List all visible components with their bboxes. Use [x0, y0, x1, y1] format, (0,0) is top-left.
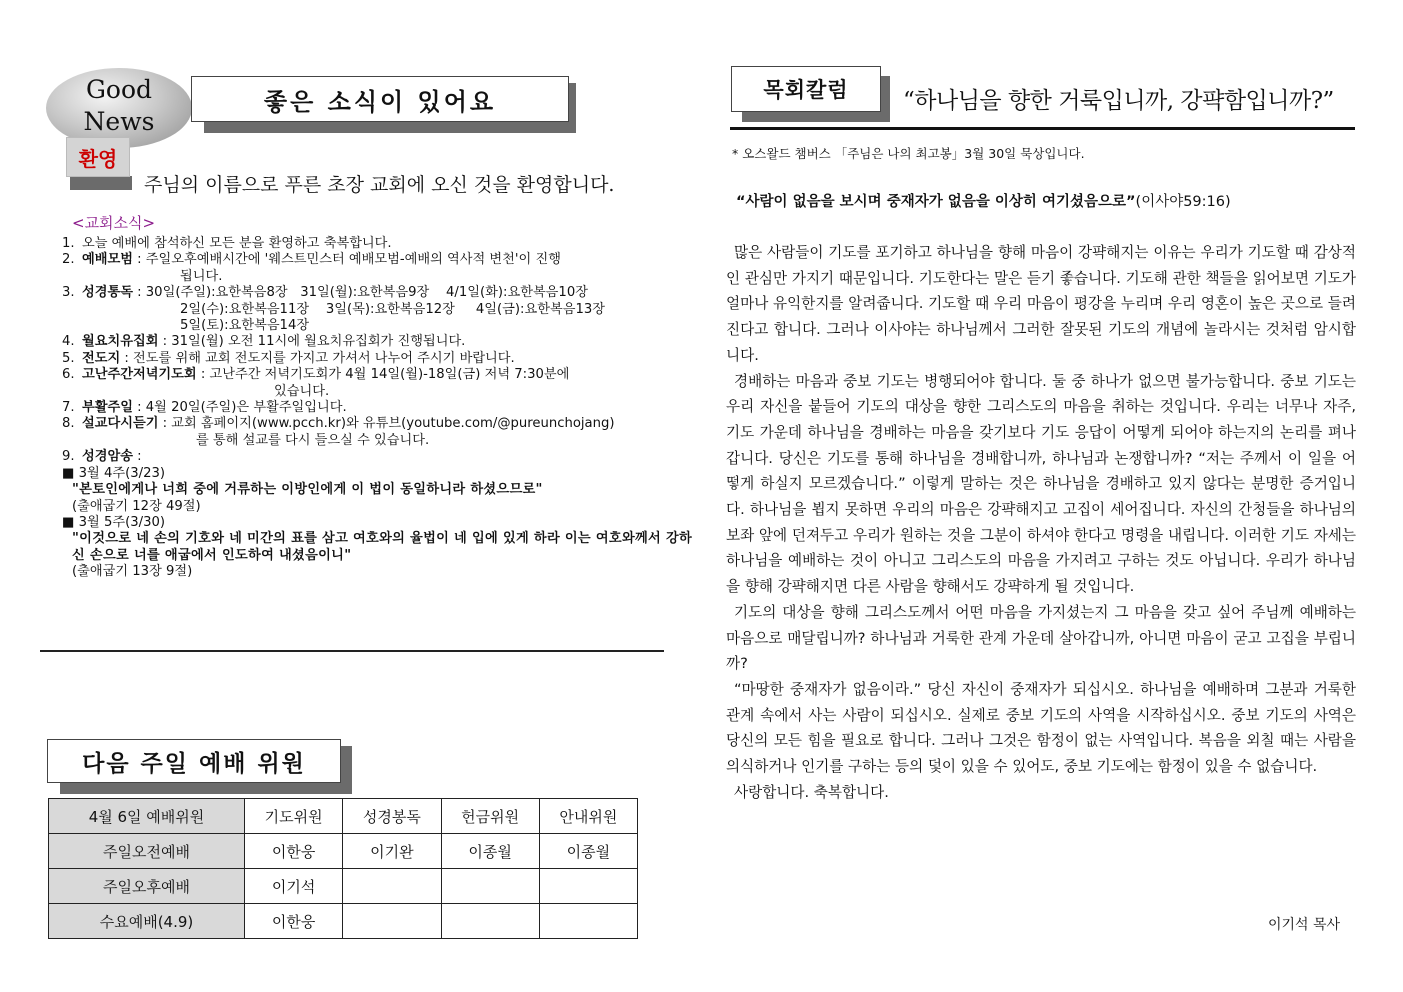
table-cell — [343, 869, 441, 904]
table-cell — [539, 869, 637, 904]
table-cell — [539, 904, 637, 939]
column-paragraph: 사랑합니다. 축복합니다. — [734, 783, 889, 801]
news-item: 7. 부활주일 : 4월 20일(주일)은 부활주일입니다. — [62, 400, 347, 416]
memory-verse-week: ■ 3월 5주(3/30) — [62, 514, 166, 530]
column-signature: 이기석 목사 — [1268, 917, 1341, 933]
table-row — [49, 904, 638, 939]
table-header-cell: 안내위원 — [539, 799, 637, 834]
table-row-label: 수요예배(4.9) — [49, 904, 245, 939]
table-row-label: 주일오전예배 — [49, 834, 245, 869]
column-quote-text: “사람이 없음을 보시며 중재자가 없음을 이상히 여기셨음으로” — [736, 194, 1136, 210]
table-header-row — [49, 799, 638, 834]
table-cell — [441, 904, 539, 939]
table-row-label: 주일오후예배 — [49, 869, 245, 904]
news-item: 6. 고난주간저녁기도회 : 고난주간 저녁기도회가 4월 14일(월)-18일(금) 저녁 7:30분에 — [62, 367, 570, 383]
table-header-cell: 4월 6일 예배위원 — [49, 799, 245, 834]
news-item-continuation: 있습니다. — [274, 383, 330, 399]
table-cell: 이한웅 — [245, 834, 343, 869]
table-cell: 이기완 — [343, 834, 441, 869]
table-cell — [441, 869, 539, 904]
good-news-title: 좋은 소식이 있어요 — [191, 76, 569, 122]
welcome-text: 주님의 이름으로 푸른 초장 교회에 오신 것을 환영합니다. — [144, 174, 615, 196]
news-item: 5. 전도지 : 전도를 위해 교회 전도지를 가지고 가셔서 나누어 주시기 바랍니다. — [62, 350, 515, 366]
next-week-title: 다음 주일 예배 위원 — [47, 739, 341, 783]
news-item: 8. 설교다시듣기 : 교회 홈페이지(www.pcch.kr)와 유튜브(youtube.com/@pureunchojang) — [62, 416, 615, 432]
table-row — [49, 869, 638, 904]
table-cell: 이기석 — [245, 869, 343, 904]
news-item: 4. 월요치유집회 : 31일(월) 오전 11시에 월요치유집회가 진행됩니다. — [62, 334, 466, 350]
memory-verse-text: "본토인에게나 너희 중에 거류하는 이방인에게 이 법이 동일하니라 하셨으므로" — [72, 482, 543, 498]
good-news-line2: News — [83, 107, 155, 136]
column-divider — [730, 127, 1355, 130]
memory-verse-text: "이것으로 네 손의 기호와 네 미간의 표를 삼고 여호와의 율법이 네 입에 있게 하라 이는 여호와께서 강하신 손으로 너를 애굽에서 인도하여 내셨음이니" — [72, 531, 693, 563]
news-item-continuation: 5일(토):요한복음14장 — [180, 318, 310, 334]
memory-verse-ref: (출애굽기 13장 9절) — [72, 564, 193, 580]
table-cell — [343, 904, 441, 939]
column-paragraph: 경배하는 마음과 중보 기도는 병행되어야 합니다. 둘 중 하나가 없으면 불가능합니다. 중보 기도는 우리 자신을 붙들어 기도의 대상을 향한 그리스도의 마음을 취하는 것입니다. 우리는 너무나 자주, 기도 가운데 하나님을 경배하는 마음을 갖기보다 기도 응답이 어떻게 되어야 하는지의 논리를 펴나갑니다. 당신은 기도를 통해 하나님을 경배합니까, 하나님과 논쟁합니까? “저는 주께서 이 일을 어떻게 하실지 모르겠습니다.” 이렇게 말하는 것은 하나님을 경배하고 있지 않다는 분명한 증거입니다. 하나님을 뵙지 못하면 우리의 마음은 강퍅해지고 고집이 세어집니다. 자신의 간청들을 하나님의 보좌 앞에 던져두고 우리가 원하는 것을 그분이 하셔야 한다고 명령을 내립니다. 이러한 기도 자세는 하나님을 예배하는 것이 아니고 그리스도의 마음을 가지려고 구하는 것도 아닙니다. 우리가 하나님을 향해 강퍅해지면 다른 사람을 향해서도 강퍅하게 될 것입니다. — [726, 372, 1356, 596]
table-header-cell: 성경봉독 — [343, 799, 441, 834]
table-cell: 이종월 — [441, 834, 539, 869]
column-paragraph: 기도의 대상을 향해 그리스도께서 어떤 마음을 가지셨는지 그 마음을 갖고 싶어 주님께 예배하는 마음으로 매달립니까? 하나님과 거룩한 관계 가운데 살아갑니까, 아니면 마음이 굳고 고집을 부립니까? — [726, 603, 1356, 673]
pastor-column-headline: “하나님을 향한 거룩입니까, 강퍅함입니까?” — [903, 88, 1334, 114]
news-item: 2. 예배모범 : 주일오후예배시간에 '웨스트민스터 예배모범-예배의 역사적 변천'이 진행 — [62, 252, 561, 268]
table-header-cell: 기도위원 — [245, 799, 343, 834]
memory-verse-week: ■ 3월 4주(3/23) — [62, 465, 166, 481]
church-news-list — [62, 236, 702, 581]
column-source: * 오스왈드 챔버스 「주님은 나의 최고봉」3월 30일 묵상입니다. — [732, 146, 1085, 161]
welcome-tag: 환영 — [66, 137, 130, 177]
table-cell: 이한웅 — [245, 904, 343, 939]
news-item-continuation: 됩니다. — [180, 268, 223, 284]
column-quote-ref: (이사야59:16) — [1135, 194, 1231, 210]
church-news-title: <교회소식> — [72, 214, 156, 232]
pastor-column-tag: 목회칼럼 — [731, 66, 881, 112]
column-quote — [736, 190, 1231, 211]
table-cell: 이종월 — [539, 834, 637, 869]
good-news-line1: Good — [85, 75, 153, 104]
column-paragraph: “마땅한 중재자가 없음이라.” 당신 자신이 중재자가 되십시오. 하나님을 예배하며 그분과 거룩한 관계 속에서 사는 사람이 되십시오. 실제로 중보 기도의 사역을 시작하십시오. 중보 기도의 사역은 당신의 모든 힘을 필요로 합니다. 그러나 그것은 함정이 없는 사역입니다. 복음을 외칠 때는 사람을 의식하거나 인기를 구하는 등의 덫이 있을 수 있어도, 중보 기도에는 함정이 있을 수 없습니다. — [726, 680, 1356, 776]
table-header-cell: 헌금위원 — [441, 799, 539, 834]
duty-table — [48, 798, 638, 939]
good-news-badge — [46, 68, 192, 148]
news-item-continuation: 2일(수):요한복음11장 3일(목):요한복음12장 4일(금):요한복음13장 — [180, 301, 605, 317]
news-item: 3. 성경통독 : 30일(주일):요한복음8장 31일(월):요한복음9장 4/1일(화):요한복음10장 — [62, 285, 588, 301]
column-body — [726, 240, 1356, 805]
news-item-continuation: 를 통해 설교를 다시 들으실 수 있습니다. — [196, 432, 430, 448]
news-item: 9. 성경암송 : — [62, 449, 142, 465]
column-paragraph: 많은 사람들이 기도를 포기하고 하나님을 향해 마음이 강퍅해지는 이유는 우리가 기도할 때 감상적인 관심만 가지기 때문입니다. 기도한다는 말은 듣기 좋습니다. 기도해 관한 책들을 읽어보면 기도가 얼마나 유익한지를 알려줍니다. 기도할 때 우리 마음이 평강을 누리며 우리 영혼이 높은 곳으로 들려진다고 합니다. 그러나 이사야는 하나님께서 그러한 잘못된 기도의 개념에 놀라시는 것처럼 암시합니다. — [726, 244, 1356, 364]
memory-verse-ref: (출애굽기 12장 49절) — [72, 498, 201, 514]
section-divider — [40, 650, 664, 652]
welcome-tag-shadow — [70, 176, 132, 190]
table-row — [49, 834, 638, 869]
news-item: 1. 오늘 예배에 참석하신 모든 분을 환영하고 축복합니다. — [62, 236, 392, 251]
